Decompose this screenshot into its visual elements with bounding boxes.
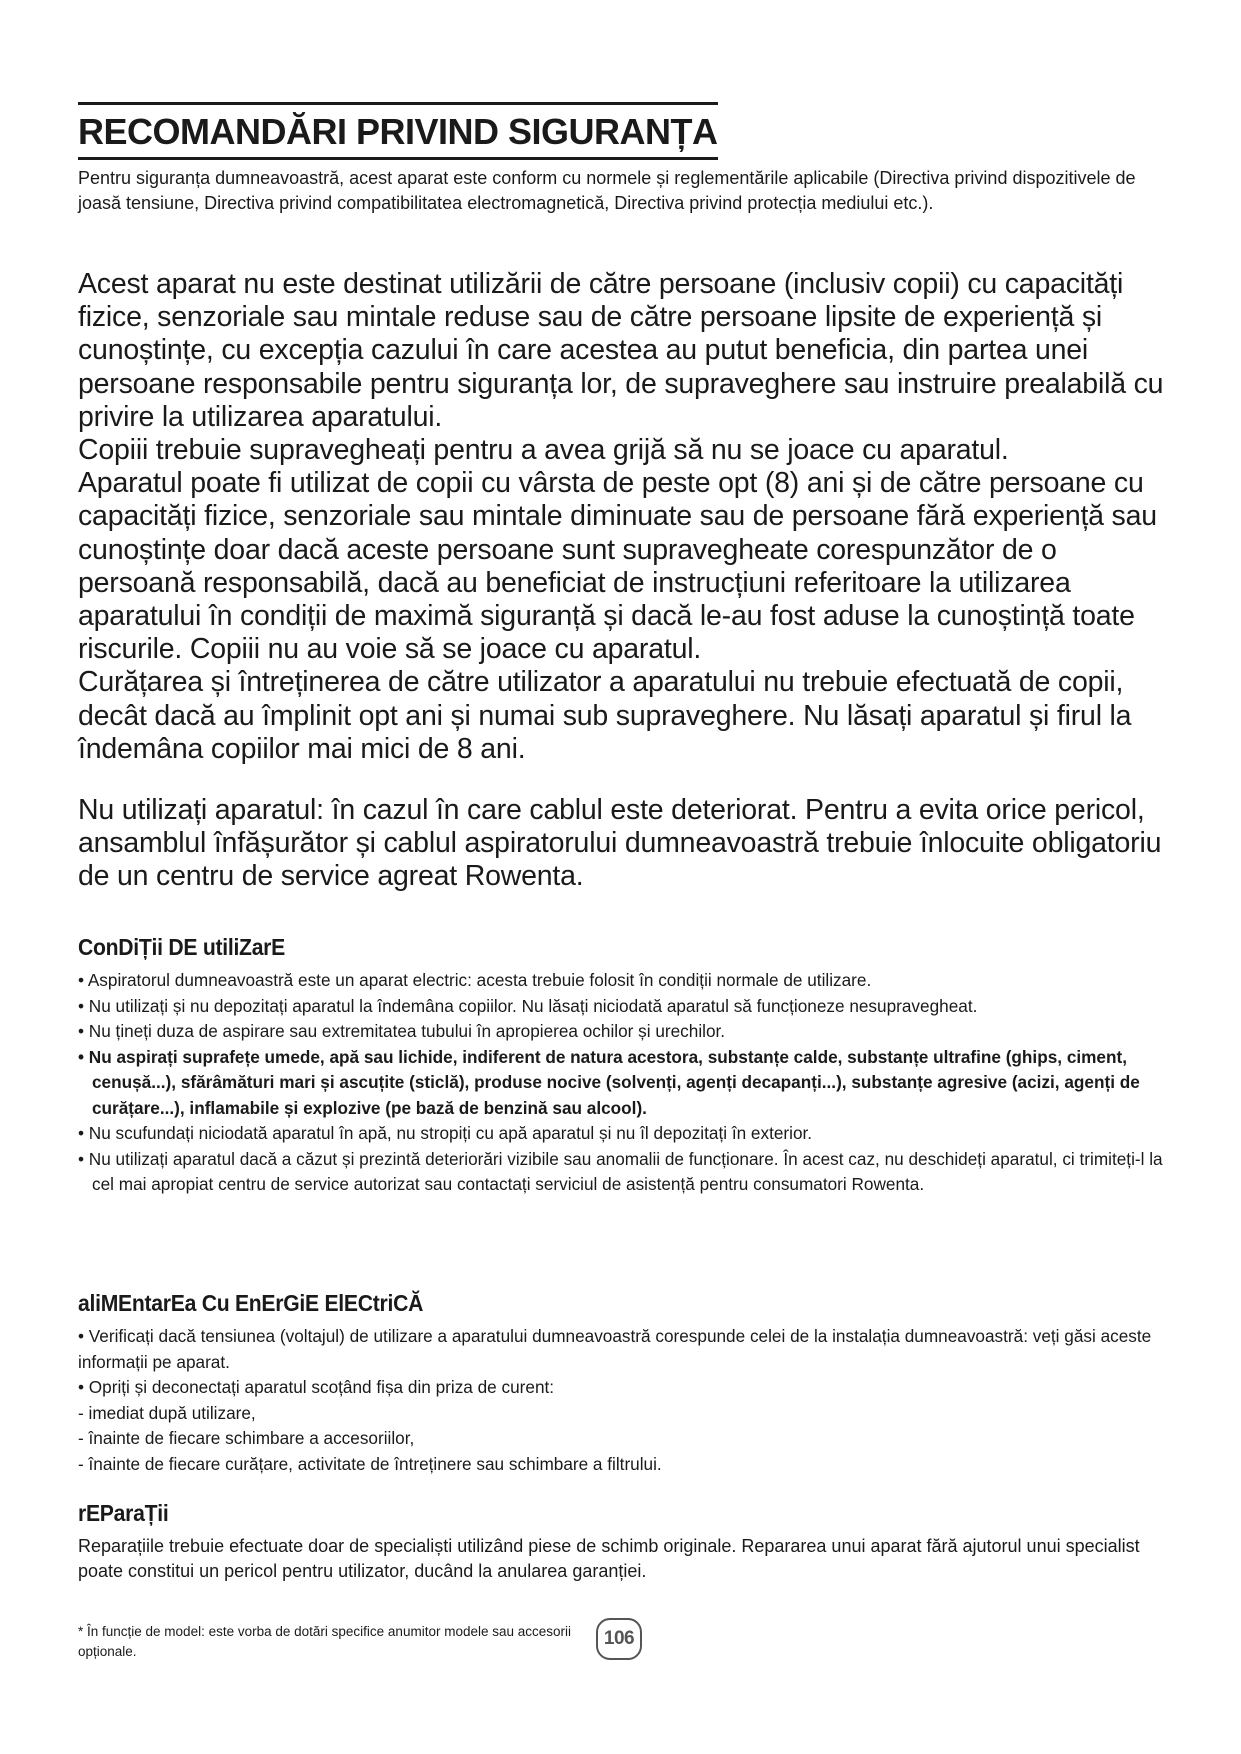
warning-paragraph-3: Aparatul poate fi utilizat de copii cu vârsta de peste opt (8) ani și de către persoane cu capacități fizice, senzoriale sau mintale diminuate sau de persoane fără experiență sau cunoștințe doar dacă aceste persoane sunt supravegheate corespunzător de o persoană responsabilă, dacă au beneficiat de instrucțiuni referitoare la utilizarea aparatului în condiții de maximă siguranță și dacă le-au fost aduse la cunoștință toate riscurile. Copiii nu au voie să se joace cu aparatul. — [78, 467, 1157, 666]
warning-block — [78, 268, 1178, 766]
warning-paragraph-1: Acest aparat nu este destinat utilizării de către persoane (inclusiv copii) cu capacități fizice, senzoriale sau mintale reduse sau de către persoane lipsite de experiență și cunoștințe, cu excepția cazului în care acestea au putut beneficia, din partea unei persoane responsabile pentru siguranța lor, de supraveghere sau instruire prealabilă cu privire la utilizarea aparatului. — [78, 268, 1164, 433]
list-item: • Verificați dacă tensiunea (voltajul) de utilizare a aparatului dumneavoastră corespunde celei de la instalația dumneavoastră: veți găsi aceste informații pe aparat. — [78, 1326, 1152, 1372]
list-item: • Nu utilizați și nu depozitați aparatul la îndemâna copiilor. Nu lăsați niciodată aparatul să funcționeze nesupravegheat. — [78, 995, 978, 1016]
heading-repairs: rEParaȚii — [78, 1500, 169, 1526]
title-block — [78, 102, 718, 160]
heading-conditions: ConDiȚii DE utiliZarE — [78, 934, 285, 960]
list-item: - imediat după utilizare, — [78, 1402, 256, 1423]
heading-power: aliMEntarEa Cu EnErGiE ElECtriCĂ — [78, 1290, 424, 1316]
title-rule-bottom — [78, 157, 718, 160]
list-item: • Opriți și deconectați aparatul scoțând fișa din priza de curent: — [78, 1377, 555, 1397]
cable-warning-block — [78, 794, 1178, 894]
list-item: - înainte de fiecare schimbare a accesoriilor, — [78, 1428, 415, 1448]
footnote: * În funcție de model: este vorba de dotări specifice anumitor modele sau accesorii opționale. — [78, 1624, 572, 1659]
list-item: • Nu țineți duza de aspirare sau extremitatea tubului în apropierea ochilor și urechilor. — [78, 1021, 726, 1041]
warning-paragraph-2: Copiii trebuie supravegheați pentru a avea grijă să nu se joace cu aparatul. — [78, 434, 1009, 467]
list-item: - înainte de fiecare curățare, activitate de întreținere sau schimbare a filtrului. — [78, 1453, 662, 1474]
page-title: RECOMANDĂRI PRIVIND SIGURANȚA — [78, 111, 718, 152]
power-list — [78, 1324, 1178, 1477]
list-item: • Aspiratorul dumneavoastră este un aparat electric: acesta trebuie folosit în condiții normale de utilizare. — [78, 970, 872, 990]
title-rule-top — [78, 102, 718, 105]
list-item: • Nu utilizați aparatul dacă a căzut și prezintă deteriorări vizibile sau anomalii de funcționare. În acest caz, nu deschideți aparatul, ci trimiteți-l la cel mai apropiat centru de service autorizat sau contactați serviciul de asistență pentru consumatori Rowenta. — [78, 1148, 1163, 1194]
conditions-list — [78, 968, 1178, 1198]
list-item: • Nu scufundați niciodată aparatul în apă, nu stropiți cu apă aparatul și nu îl depozitați în exterior. — [78, 1123, 813, 1143]
warning-paragraph-5: Nu utilizați aparatul: în cazul în care cablul este deteriorat. Pentru a evita orice pericol, ansamblul înfășurător și cablul aspiratorului dumneavoastră trebuie înlocuite obligatoriu de un centru de service agreat Rowenta. — [78, 794, 1162, 893]
page-number: 106 — [596, 1618, 642, 1660]
list-item-bold: • Nu aspirați suprafețe umede, apă sau lichide, indiferent de natura acestora, substanțe calde, substanțe ultrafine (ghips, ciment, cenușă...), sfărâmături mari și ascuțite (sticlă), produse nocive (solvenți, agenți decapanți...), substanțe agresive (acizi, agenți de curățare...), inflamabile și explozive (pe bază de benzină sau alcool). — [78, 1046, 1140, 1118]
warning-paragraph-4: Curățarea și întreținerea de către utilizator a aparatului nu trebuie efectuată de copii, decât dacă au împlinit opt ani și numai sub supraveghere. Nu lăsați aparatul și firul la îndemâna copiilor mai mici de 8 ani. — [78, 666, 1132, 765]
intro-paragraph: Pentru siguranța dumneavoastră, acest aparat este conform cu normele și reglementările aplicabile (Directiva privind dispozitivele de joasă tensiune, Directiva privind compatibilitatea electromagnetică, Directiva privind protecția mediului etc.). — [78, 168, 1136, 213]
repairs-paragraph: Reparațiile trebuie efectuate doar de specialiști utilizând piese de schimb originale. Repararea unui aparat fără ajutorul unui specialist poate constitui un pericol pentru utilizator, ducând la anularea garanției. — [78, 1536, 1140, 1581]
